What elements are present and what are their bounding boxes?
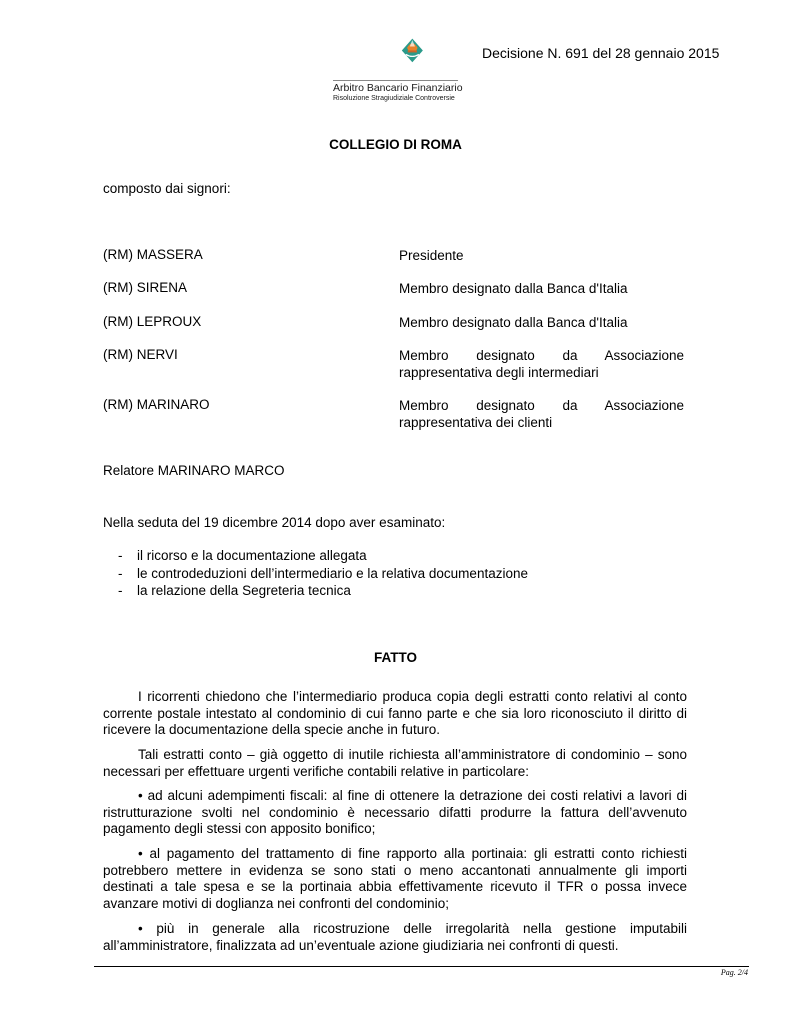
member-role <box>399 397 684 431</box>
member-name: (RM) SIRENA <box>103 280 187 295</box>
logo-name: Arbitro Bancario Finanziario <box>333 82 463 94</box>
member-role-line: Membro designato da Associazione <box>399 398 684 413</box>
section-title: FATTO <box>374 650 417 665</box>
list-item: - il ricorso e la documentazione allegata <box>118 548 367 563</box>
paragraph: Tali estratti conto – già oggetto di inutile richiesta all’amministratore di condominio – sono necessari per effettuare urgenti verifiche contabili relative in particolare: <box>103 747 687 779</box>
member-name: (RM) NERVI <box>103 347 178 362</box>
paragraph: • più in generale alla ricostruzione delle irregolarità nella gestione imputabili all’amministratore, finalizzata ad un’eventuale azione giudiziaria nei confronti di questi. <box>103 921 687 953</box>
member-role: Membro designato dalla Banca d'Italia <box>399 315 628 330</box>
decision-number: Decisione N. 691 del 28 gennaio 2015 <box>482 45 720 61</box>
rapporteur: Relatore MARINARO MARCO <box>103 463 285 478</box>
member-role: Presidente <box>399 248 464 263</box>
member-role <box>399 347 684 381</box>
college-title: COLLEGIO DI ROMA <box>329 137 462 152</box>
list-item: - la relazione della Segreteria tecnica <box>118 583 351 598</box>
member-name: (RM) MASSERA <box>103 247 203 262</box>
member-role: Membro designato dalla Banca d'Italia <box>399 281 628 296</box>
examined-list <box>118 547 528 600</box>
composed-by-label: composto dai signori: <box>103 181 231 196</box>
logo-tagline: Risoluzione Stragiudiziale Controversie <box>333 95 455 102</box>
page-number: Pag. 2/4 <box>720 968 748 977</box>
member-name: (RM) LEPROUX <box>103 314 202 329</box>
member-role-line: Membro designato da Associazione <box>399 348 684 363</box>
paragraph: • al pagamento del trattamento di fine rapporto alla portinaia: gli estratti conto richiesti potrebbero mettere in evidenza se sono stati o meno accantonati annualmente gli importi destinati a tale spesa e se la portinaia abbia effettivamente ricevuto il TFR o possa invece avanzare motivi di doglianza nei confronti del condominio; <box>103 846 687 911</box>
member-name: (RM) MARINARO <box>103 397 210 412</box>
member-role-line: rappresentativa degli intermediari <box>399 365 599 380</box>
session-intro: Nella seduta del 19 dicembre 2014 dopo aver esaminato: <box>103 515 446 530</box>
abf-logo-icon <box>333 36 493 82</box>
footer-divider <box>94 966 749 967</box>
list-item: - le controdeduzioni dell’intermediario e la relativa documentazione <box>118 565 528 581</box>
paragraph: I ricorrenti chiedono che l’intermediario produca copia degli estratti conto relativi al conto corrente postale intestato al condominio di cui fanno parte e che sia loro riconosciuto il diritto di ricevere la documentazione della specie anche in futuro. <box>103 689 687 737</box>
logo-divider <box>333 80 458 81</box>
member-role-line: rappresentativa dei clienti <box>399 415 553 430</box>
paragraph: • ad alcuni adempimenti fiscali: al fine di ottenere la detrazione dei costi relativi a lavori di ristrutturazione svolti nel condominio è necessario difatti produrre la fattura dell’avvenuto pagamento degli stessi con apposito bonifico; <box>103 788 687 836</box>
